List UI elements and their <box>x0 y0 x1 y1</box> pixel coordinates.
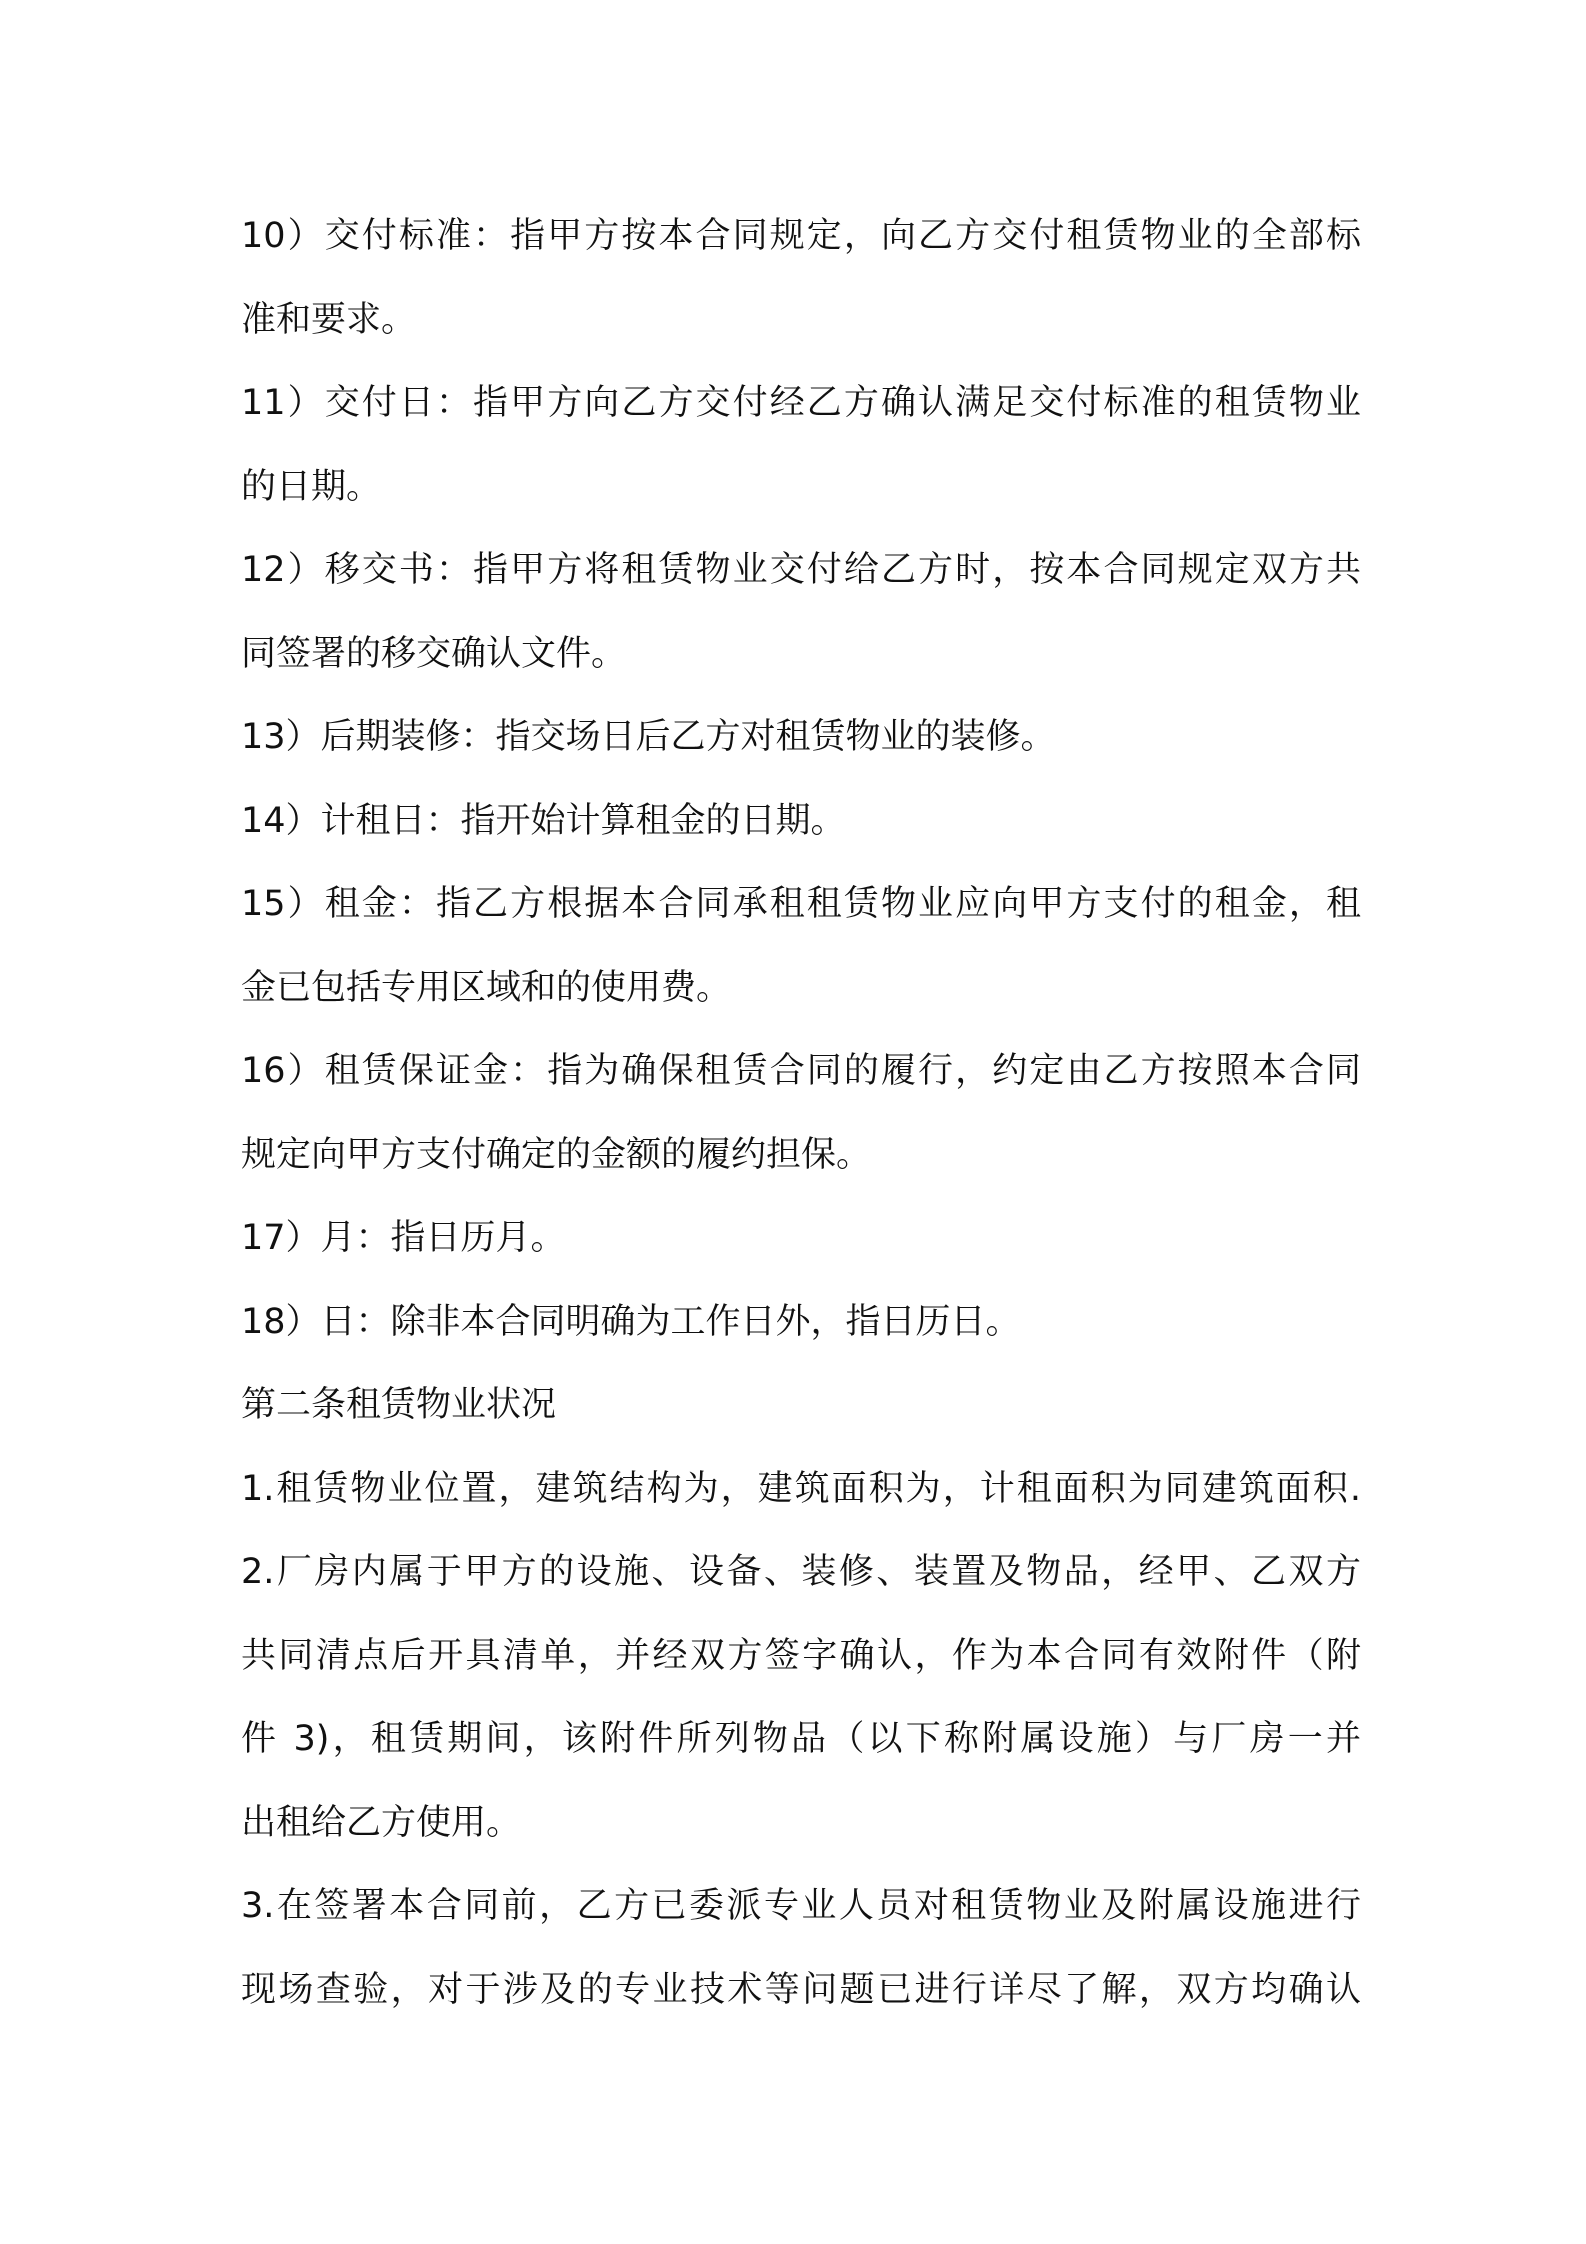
text-line: 16）租赁保证金：指为确保租赁合同的履行，约定由乙方按照本合同 <box>241 1051 1361 1091</box>
text-line: 金已包括专用区域和的使用费。 <box>241 967 732 1008</box>
text-line: 14）计租日：指开始计算租金的日期。 <box>241 800 846 841</box>
text-line: 规定向甲方支付确定的金额的履约担保。 <box>241 1134 872 1175</box>
text-line: 17）月：指日历月。 <box>241 1218 566 1258</box>
text-line: 3.在签署本合同前，乙方已委派专业人员对租赁物业及附属设施进行 <box>241 1886 1361 1926</box>
text-line: 1.租赁物业位置，建筑结构为，建筑面积为，计租面积为同建筑面积. <box>241 1468 1361 1509</box>
text-line: 15）租金：指乙方根据本合同承租租赁物业应向甲方支付的租金，租 <box>241 884 1361 924</box>
text-line: 准和要求。 <box>241 299 417 340</box>
text-line: 18）日：除非本合同明确为工作日外，指日历日。 <box>241 1301 1021 1342</box>
text-line: 的日期。 <box>241 466 382 507</box>
text-line: 10）交付标准：指甲方按本合同规定，向乙方交付租赁物业的全部标 <box>241 216 1361 256</box>
text-line: 12）移交书：指甲方将租赁物业交付给乙方时，按本合同规定双方共 <box>241 550 1361 590</box>
document-body <box>241 195 1361 2032</box>
text-line: 件 3)，租赁期间，该附件所列物品（以下称附属设施）与厂房一并 <box>241 1719 1361 1759</box>
text-line: 13）后期装修：指交场日后乙方对租赁物业的装修。 <box>241 717 1056 757</box>
section-heading: 第二条租赁物业状况 <box>241 1385 557 1425</box>
text-line: 共同清点后开具清单，并经双方签字确认，作为本合同有效附件（附 <box>241 1635 1361 1676</box>
text-line: 2.厂房内属于甲方的设施、设备、装修、装置及物品，经甲、乙双方 <box>241 1552 1361 1592</box>
text-line: 同签署的移交确认文件。 <box>241 633 627 674</box>
text-line: 现场查验，对于涉及的专业技术等问题已进行详尽了解，双方均确认 <box>241 1969 1361 2010</box>
text-line: 出租给乙方使用。 <box>241 1802 522 1843</box>
text-line: 11）交付日：指甲方向乙方交付经乙方确认满足交付标准的租赁物业 <box>241 383 1361 423</box>
